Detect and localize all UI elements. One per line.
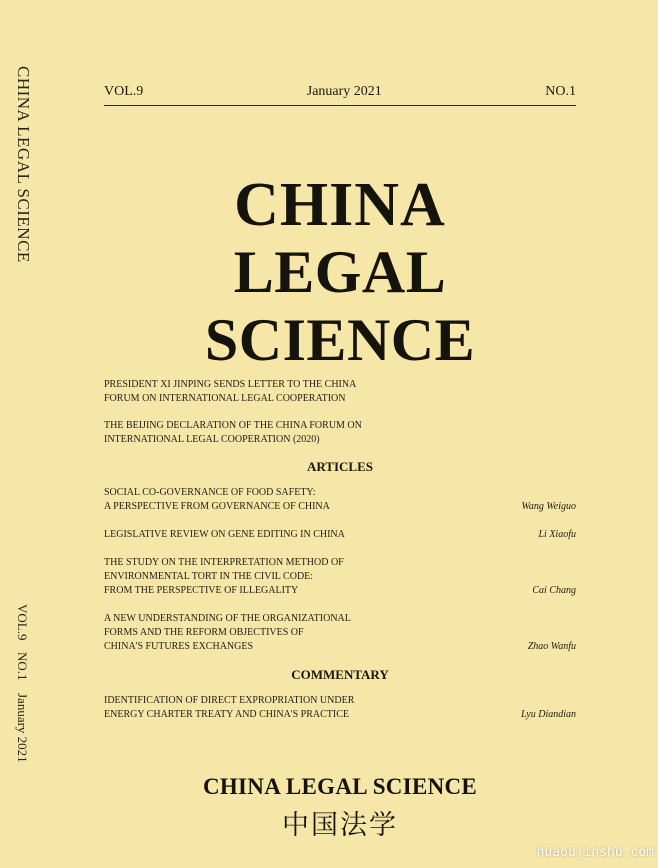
- commentary-heading: COMMENTARY: [291, 667, 389, 682]
- article-title: [104, 612, 518, 654]
- spine-number: NO.1: [15, 652, 30, 681]
- article-author: Wang Weiguo: [521, 501, 576, 512]
- header-number: NO.1: [545, 84, 576, 99]
- header-volume: VOL.9: [104, 84, 144, 99]
- spine-volume: VOL.9: [15, 604, 30, 641]
- title-line-1: CHINA: [234, 171, 446, 239]
- lead-item-line: THE BEIJING DECLARATION OF THE CHINA FORUM ON: [104, 420, 362, 431]
- article-title-line: THE STUDY ON THE INTERPRETATION METHOD OF: [104, 557, 344, 568]
- spine-title: CHINA LEGAL SCIENCE: [14, 66, 33, 263]
- lead-item-line: FORUM ON INTERNATIONAL LEGAL COOPERATION: [104, 393, 346, 404]
- article-title-line: CHINA'S FUTURES EXCHANGES: [104, 641, 254, 652]
- header-date: January 2021: [306, 84, 382, 99]
- article-entry: [104, 486, 576, 514]
- lead-item: [104, 378, 576, 406]
- commentary-author: Lyu Diandian: [521, 709, 576, 720]
- issue-header: [104, 84, 576, 106]
- article-entry: [104, 528, 576, 542]
- article-title-line: SOCIAL CO-GOVERNANCE OF FOOD SAFETY:: [104, 487, 316, 498]
- lead-item-line: PRESIDENT XI JINPING SENDS LETTER TO THE CHINA: [104, 379, 357, 390]
- articles-heading: ARTICLES: [306, 459, 373, 474]
- article-title-line: A PERSPECTIVE FROM GOVERNANCE OF CHINA: [104, 501, 330, 512]
- lead-item-line: INTERNATIONAL LEGAL COOPERATION (2020): [104, 434, 320, 445]
- commentary-title-line: IDENTIFICATION OF DIRECT EXPROPRIATION UNDER: [104, 695, 355, 706]
- article-title: [104, 486, 511, 514]
- commentary-title: [104, 694, 511, 722]
- commentary-entry: [104, 694, 576, 722]
- article-title-line: ENVIRONMENTAL TORT IN THE CIVIL CODE:: [104, 571, 314, 582]
- article-author: Cai Chang: [532, 585, 576, 596]
- watermark: huaoujinshu.com: [536, 845, 654, 860]
- article-author: Li Xiaofu: [538, 529, 576, 540]
- article-title: [104, 528, 528, 542]
- table-of-contents: [104, 378, 576, 736]
- chinese-logo: 中国法学: [282, 810, 398, 841]
- spine-issue-info: [14, 604, 30, 763]
- commentary-title-line: ENERGY CHARTER TREATY AND CHINA'S PRACTICE: [104, 709, 350, 720]
- article-title-line: FORMS AND THE REFORM OBJECTIVES OF: [104, 627, 304, 638]
- article-title-line: FROM THE PERSPECTIVE OF ILLEGALITY: [104, 585, 299, 596]
- lead-item: [104, 419, 576, 447]
- journal-title: [104, 172, 576, 374]
- article-entry: [104, 556, 576, 598]
- article-title-line: A NEW UNDERSTANDING OF THE ORGANIZATIONAL: [104, 613, 351, 624]
- spine-date: January 2021: [15, 693, 30, 763]
- title-line-2: LEGAL SCIENCE: [204, 239, 476, 373]
- article-author: Zhao Wanfu: [527, 641, 576, 652]
- article-title: [104, 556, 522, 598]
- article-entry: [104, 612, 576, 654]
- footer-title: CHINA LEGAL SCIENCE: [202, 774, 478, 799]
- article-title-line: LEGISLATIVE REVIEW ON GENE EDITING IN CHINA: [104, 529, 345, 540]
